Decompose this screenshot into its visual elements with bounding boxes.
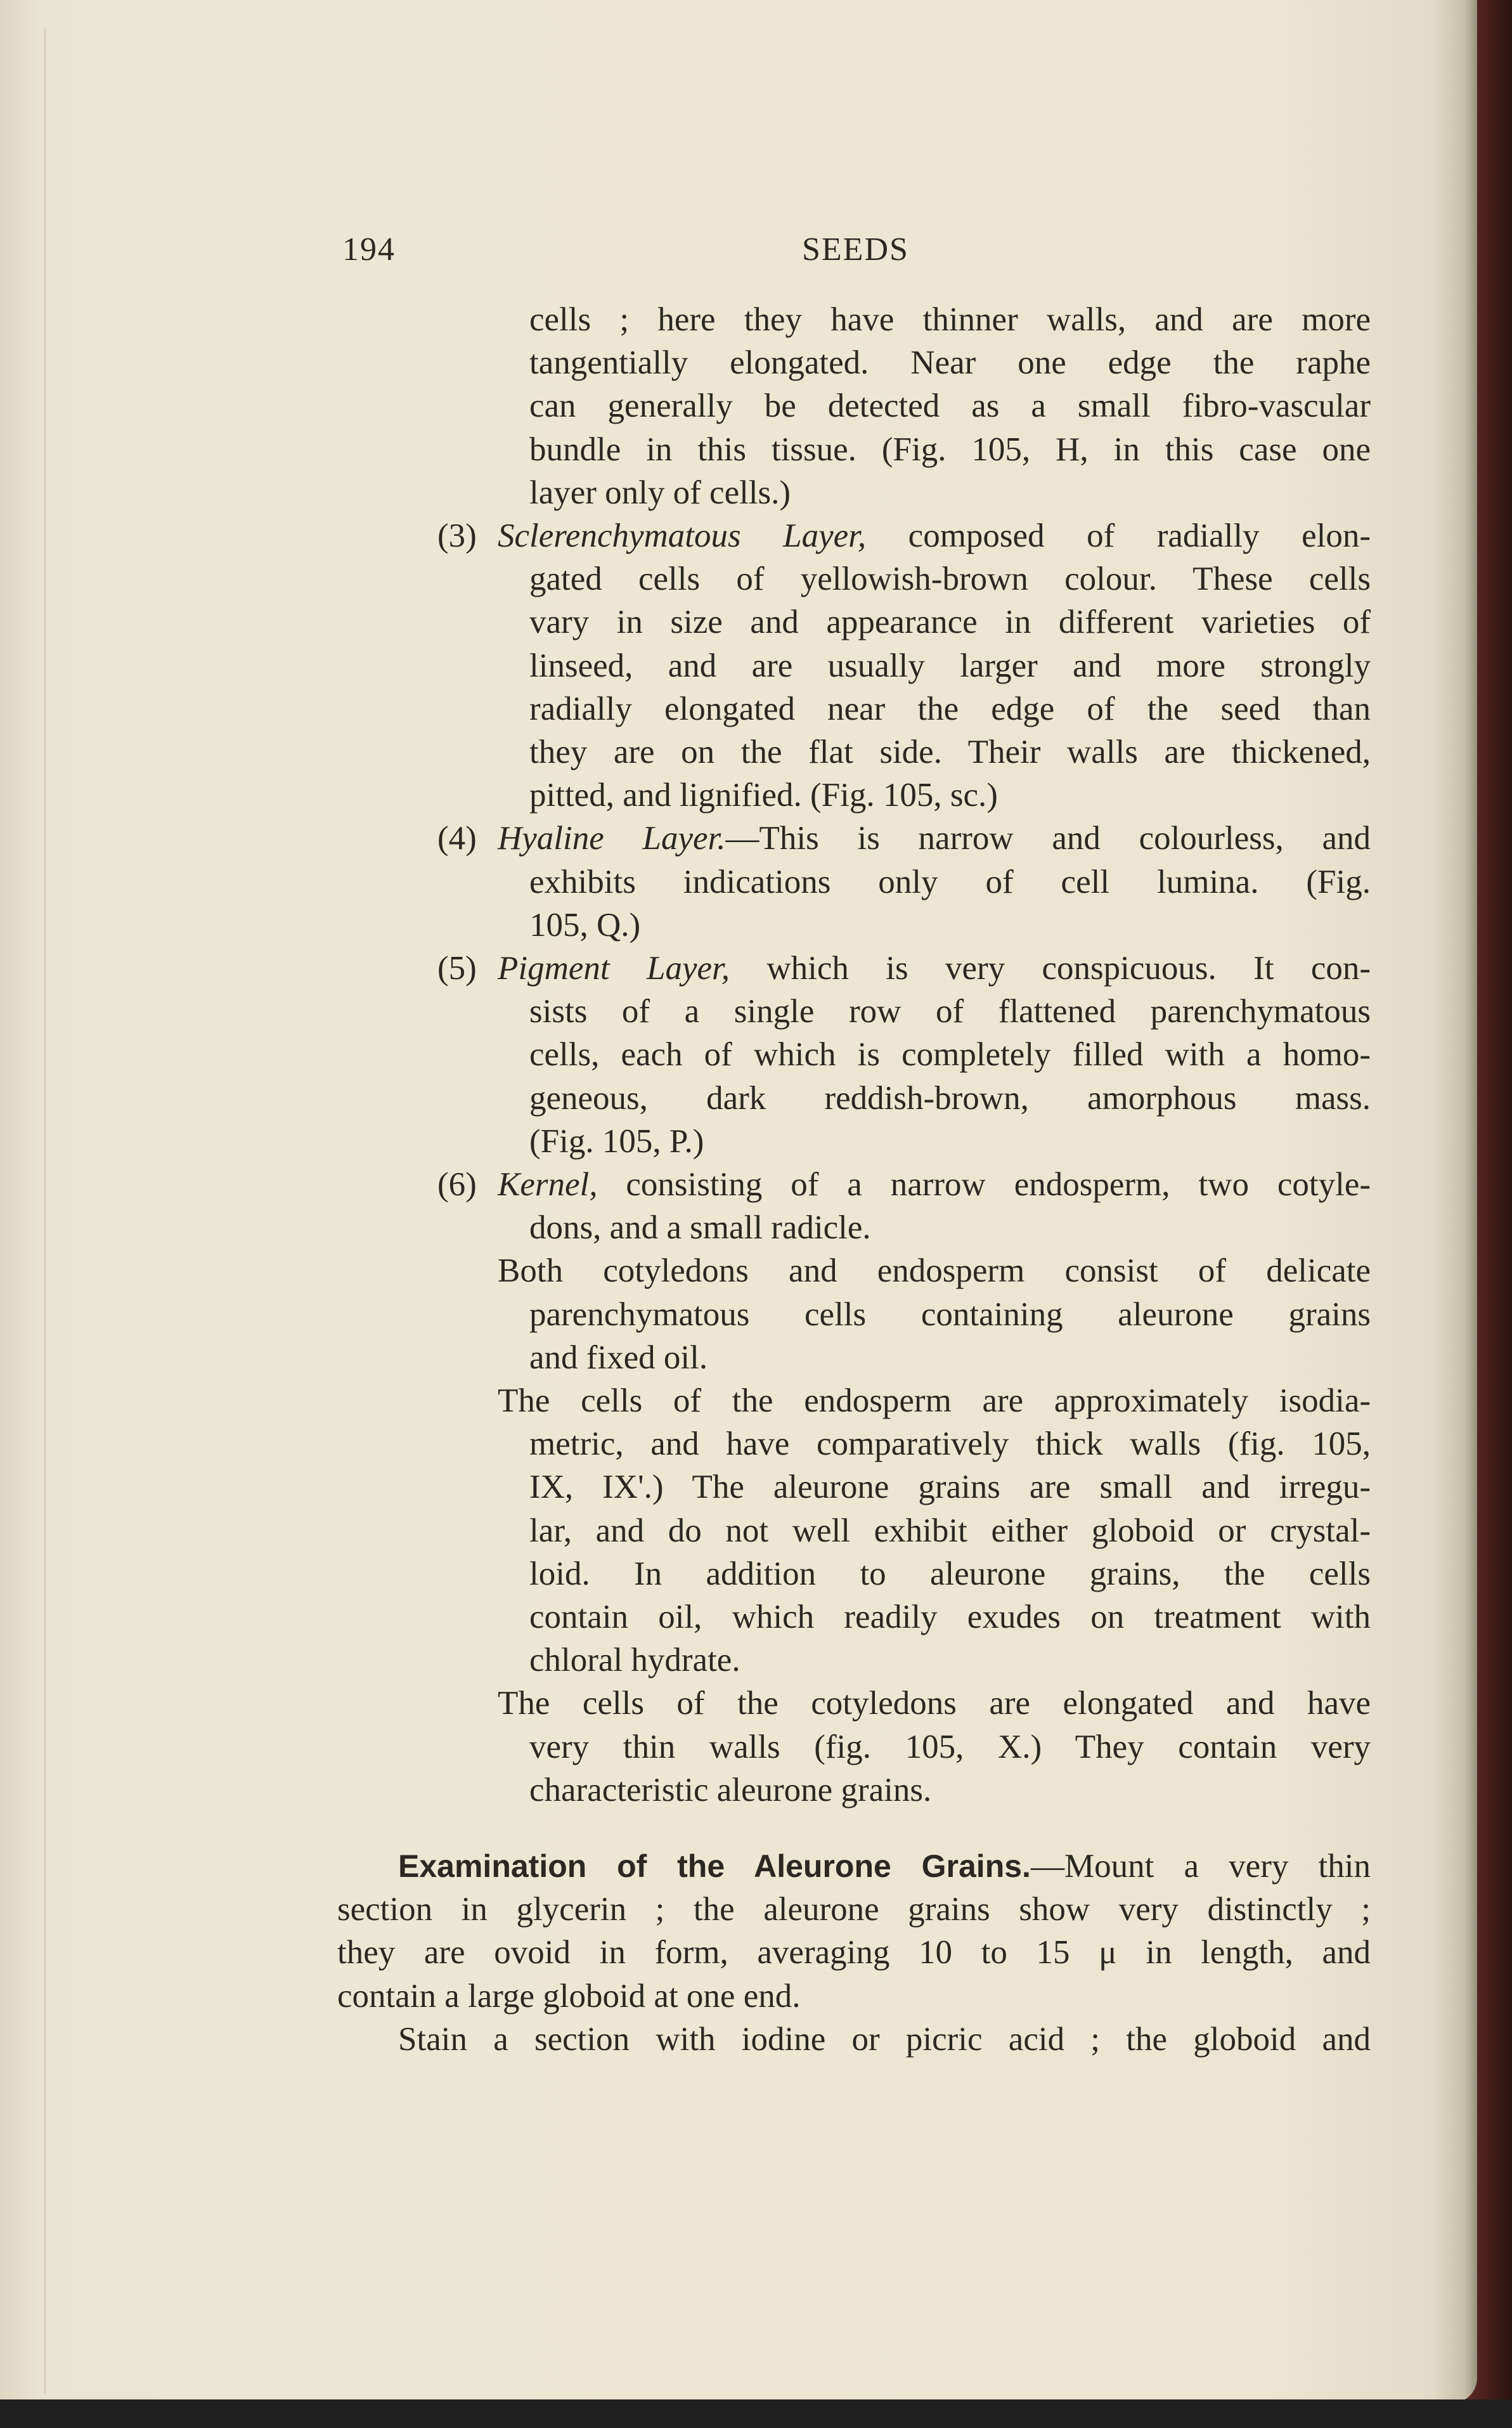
paragraph-first-line: The cells of the endosperm are approximately isodia- [498, 1382, 1371, 1419]
text-line: very thin walls (fig. 105, X.) They contain very [529, 1728, 1371, 1765]
text-line: radially elongated near the edge of the seed than [529, 690, 1371, 727]
text-line: chloral hydrate. [529, 1642, 740, 1679]
text-line: cells ; here they have thinner walls, and are more [529, 301, 1371, 338]
text-line: sists of a single row of flattened parenchymatous [529, 993, 1371, 1030]
text-line: they are ovoid in form, averaging 10 to 15 μ in length, and [337, 1934, 1371, 1971]
text-line: cells, each of which is completely filled with a homo- [529, 1036, 1371, 1074]
item-first-line-rest: which is very conspicuous. It con- [730, 950, 1371, 987]
heading-line-rest: —Mount a very thin [1030, 1848, 1371, 1885]
text-line: exhibits indications only of cell lumina. (Fig. [529, 863, 1371, 900]
item-number: (6) [437, 1166, 477, 1203]
paragraph-first-line: Both cotyledons and endosperm consist of delicate [498, 1252, 1371, 1290]
running-title: SEEDS [802, 231, 909, 268]
item-first-line [498, 947, 1371, 990]
item-number: (5) [437, 950, 477, 987]
text-line: tangentially elongated. Near one edge the raphe [529, 344, 1371, 382]
page-number: 194 [342, 231, 396, 268]
text-line: dons, and a small radicle. [529, 1209, 871, 1247]
text-line: pitted, and lignified. (Fig. 105, sc.) [529, 777, 998, 814]
gutter-line [44, 29, 46, 2394]
item-title: Hyaline Layer. [498, 820, 726, 857]
text-line: section in glycerin ; the aleurone grains show very distinctly ; [337, 1891, 1371, 1928]
text-line: geneous, dark reddish-brown, amorphous mass. [529, 1079, 1371, 1117]
item-number: (3) [437, 517, 477, 554]
text-line: IX, IX'.) The aleurone grains are small and irregu- [529, 1469, 1371, 1506]
text-line: 105, Q.) [529, 906, 641, 944]
examination-first-line [398, 1845, 1371, 1888]
text-line: bundle in this tissue. (Fig. 105, H, in this case one [529, 431, 1371, 468]
text-line: characteristic aleurone grains. [529, 1771, 932, 1808]
text-line: (Fig. 105, P.) [529, 1122, 704, 1160]
text-line: linseed, and are usually larger and more strongly [529, 647, 1371, 684]
text-line: parenchymatous cells containing aleurone grains [529, 1295, 1371, 1333]
item-first-line [498, 817, 1371, 860]
item-first-line-rest: consisting of a narrow endosperm, two cotyle- [597, 1166, 1371, 1203]
text-line: layer only of cells.) [529, 474, 791, 511]
text-line: contain a large globoid at one end. [337, 1977, 801, 2015]
item-first-line-rest: composed of radially elon- [866, 517, 1371, 554]
item-first-line-rest: —This is narrow and colourless, and [725, 820, 1371, 857]
text-line: they are on the flat side. Their walls are thickened, [529, 734, 1371, 770]
section-heading: Examination of the Aleurone Grains. [398, 1848, 1031, 1884]
item-first-line [498, 1163, 1371, 1206]
text-line: and fixed oil. [529, 1339, 708, 1376]
text-line: can generally be detected as a small fibro-vascular [529, 387, 1371, 425]
item-number: (4) [437, 820, 477, 857]
text-line: lar, and do not well exhibit either globoid or crystal- [529, 1512, 1371, 1549]
text-line: gated cells of yellowish-brown colour. These cells [529, 561, 1371, 598]
paragraph-first-line: Stain a section with iodine or picric acid ; the globoid and [398, 2020, 1371, 2058]
item-title: Sclerenchymatous Layer, [498, 517, 867, 554]
item-title: Pigment Layer, [498, 950, 730, 987]
text-line: loid. In addition to aleurone grains, the cells [529, 1555, 1371, 1592]
text-line: metric, and have comparatively thick walls (fig. 105, [529, 1425, 1371, 1463]
paragraph-first-line: The cells of the cotyledons are elongated and have [498, 1685, 1371, 1722]
page-bottom-shadow [0, 2399, 1512, 2428]
item-first-line [498, 514, 1371, 557]
text-line: contain oil, which readily exudes on treatment with [529, 1599, 1371, 1635]
item-title: Kernel, [498, 1166, 598, 1203]
text-line: vary in size and appearance in different varieties of [529, 604, 1371, 641]
